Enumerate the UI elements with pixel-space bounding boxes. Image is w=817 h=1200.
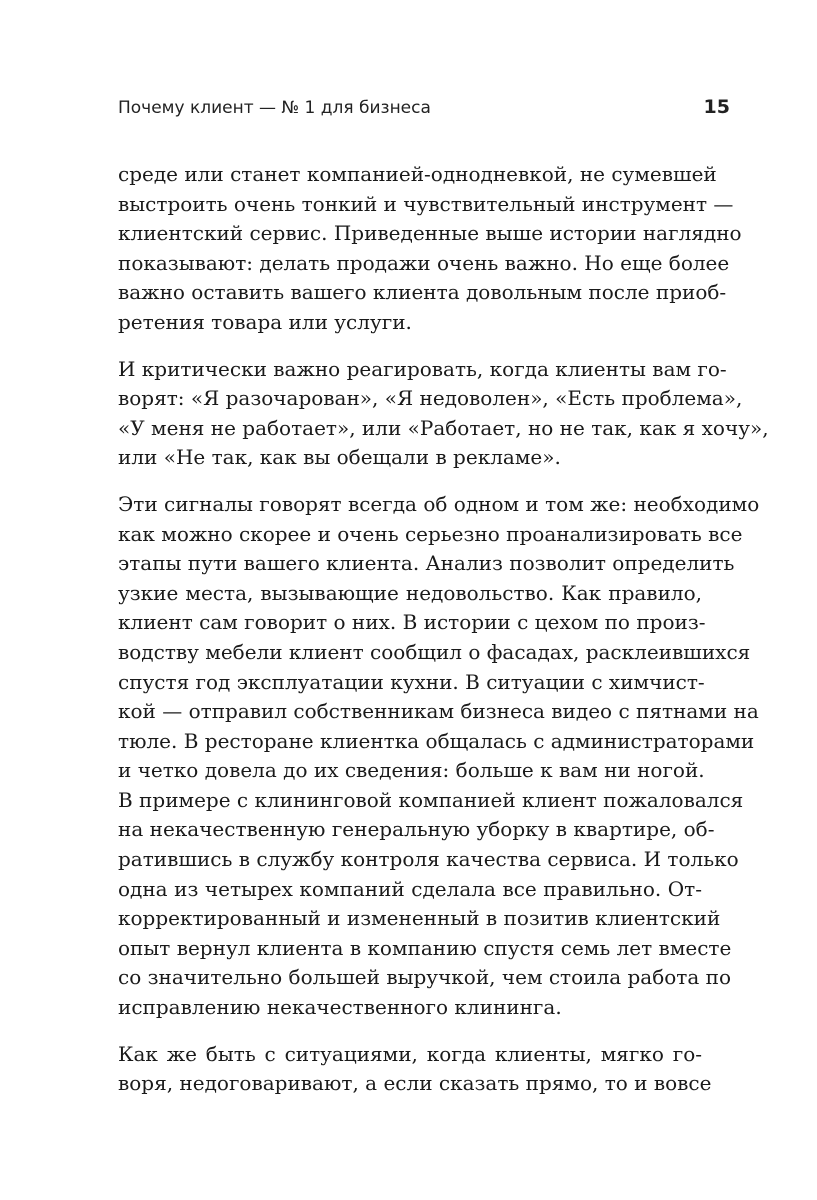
text-line: узкие места, вызывающие недовольство. Как правило,	[118, 580, 702, 605]
chapter-title: Почему клиент — № 1 для бизнеса	[118, 98, 431, 118]
paragraph	[118, 160, 742, 338]
text-line: или «Не так, как вы обещали в рекламе».	[118, 445, 561, 470]
text-line: тюле. В ресторане клиентка общалась с администраторами	[118, 728, 755, 753]
text-line: клиент сам говорит о них. В истории с цехом по произ-	[118, 610, 706, 635]
text-line: Эти сигналы говорят всегда об одном и том же: необходимо	[118, 491, 760, 516]
text-line: выстроить очень тонкий и чувствительный инструмент —	[118, 191, 734, 216]
text-line: водству мебели клиент сообщил о фасадах, расклеившихся	[118, 639, 751, 664]
body-text	[118, 160, 769, 1116]
text-line: ратившись в службу контроля качества сервиса. И только	[118, 847, 739, 872]
text-line: воря, недоговаривают, а если сказать прямо, то и вовсе	[118, 1071, 712, 1096]
text-line: В примере с клининговой компанией клиент пожаловался	[118, 787, 744, 812]
page-number: 15	[703, 96, 730, 118]
text-line: Как же быть с ситуациями, когда клиенты, мягко го-	[118, 1041, 702, 1066]
text-line: исправлению некачественного клининга.	[118, 995, 562, 1020]
text-line: ворят: «Я разочарован», «Я недоволен», «Есть проблема»,	[118, 386, 743, 411]
text-line: как можно скорее и очень серьезно проанализировать все	[118, 521, 743, 546]
text-line: среде или станет компанией-однодневкой, не сумевшей	[118, 162, 717, 186]
text-line: на некачественную генеральную уборку в квартире, об-	[118, 817, 715, 842]
text-line: и четко довела до их сведения: больше к вам ни ногой.	[118, 758, 705, 783]
text-line: «У меня не работает», или «Работает, но не так, как я хочу»,	[118, 415, 769, 440]
text-line: кой — отправил собственникам бизнеса видео с пятнами на	[118, 699, 759, 724]
text-line: этапы пути вашего клиента. Анализ позволит определить	[118, 551, 735, 576]
text-line: И критически важно реагировать, когда клиенты вам го-	[118, 356, 727, 381]
text-line: опыт вернул клиента в компанию спустя семь лет вместе	[118, 935, 732, 960]
text-line: клиентский сервис. Приведенные выше истории наглядно	[118, 221, 742, 246]
text-line: спустя год эксплуатации кухни. В ситуации с химчист-	[118, 669, 705, 694]
paragraph	[118, 355, 769, 473]
running-head	[118, 98, 730, 126]
text-line: важно оставить вашего клиента довольным после приоб-	[118, 280, 727, 305]
paragraph	[118, 490, 760, 1023]
text-line: корректированный и измененный в позитив клиентский	[118, 906, 721, 931]
text-line: со значительно большей выручкой, чем стоила работа по	[118, 965, 732, 990]
text-line: ретения товара или услуги.	[118, 309, 412, 334]
text-line: одна из четырех компаний сделала все правильно. От-	[118, 876, 702, 901]
paragraph	[118, 1040, 712, 1099]
text-line: показывают: делать продажи очень важно. Но еще более	[118, 250, 730, 275]
